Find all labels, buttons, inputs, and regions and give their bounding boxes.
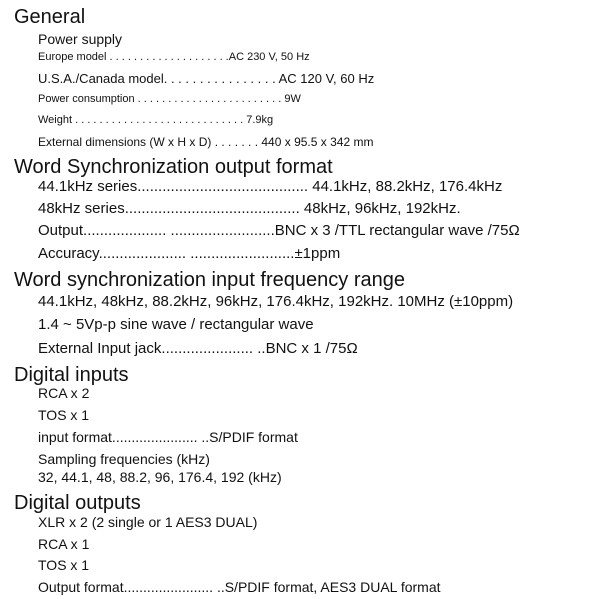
digital-input-rca: RCA x 2	[38, 385, 90, 401]
europe-model-spec: Europe model . . . . . . . . . . . . . . . . . . . .AC 230 V, 50 Hz	[38, 51, 310, 63]
sampling-frequencies-label: Sampling frequencies (kHz)	[38, 451, 210, 467]
series-44-1khz-spec: 44.1kHz series......................................... 44.1kHz, 88.2kHz, 176.4kHz	[38, 178, 503, 195]
heading-word-sync-output: Word Synchronization output format	[14, 156, 333, 178]
series-48khz-spec: 48kHz series.......................................... 48kHz, 96kHz, 192kHz.	[38, 200, 461, 217]
power-supply-label: Power supply	[38, 31, 123, 47]
heading-digital-outputs: Digital outputs	[14, 492, 141, 514]
digital-output-rca: RCA x 1	[38, 536, 90, 552]
digital-output-xlr: XLR x 2 (2 single or 1 AES3 DUAL)	[38, 514, 258, 530]
usa-canada-model-spec: U.S.A./Canada model. . . . . . . . . . . . . . . . AC 120 V, 60 Hz	[38, 71, 375, 86]
heading-digital-inputs: Digital inputs	[14, 364, 129, 386]
input-frequencies-spec: 44.1kHz, 48kHz, 88.2kHz, 96kHz, 176.4kHz, 192kHz. 10MHz (±10ppm)	[38, 293, 514, 310]
sync-output-spec: Output.................... .........................BNC x 3 /TTL rectangular wave /75Ω	[38, 222, 520, 239]
heading-general: General	[14, 6, 86, 28]
heading-word-sync-input: Word synchronization input frequency range	[14, 269, 405, 291]
sampling-frequencies-values: 32, 44.1, 48, 88.2, 96, 176.4, 192 (kHz)	[38, 469, 282, 485]
output-format-spec: Output format....................... ..S/PDIF format, AES3 DUAL format	[38, 579, 441, 595]
external-input-jack-spec: External Input jack...................... ..BNC x 1 /75Ω	[38, 340, 358, 357]
power-consumption-spec: Power consumption . . . . . . . . . . . . . . . . . . . . . . . . 9W	[38, 93, 301, 105]
digital-input-tos: TOS x 1	[38, 407, 90, 423]
weight-spec: Weight . . . . . . . . . . . . . . . . . . . . . . . . . . . . 7.9kg	[38, 114, 274, 126]
input-format-spec: input format...................... ..S/PDIF format	[38, 429, 298, 445]
input-wave-spec: 1.4 ~ 5Vp-p sine wave / rectangular wave	[38, 316, 314, 333]
accuracy-spec: Accuracy..................... .........................±1ppm	[38, 245, 341, 262]
external-dimensions-spec: External dimensions (W x H x D) . . . . . . . 440 x 95.5 x 342 mm	[38, 135, 374, 149]
digital-output-tos: TOS x 1	[38, 557, 90, 573]
